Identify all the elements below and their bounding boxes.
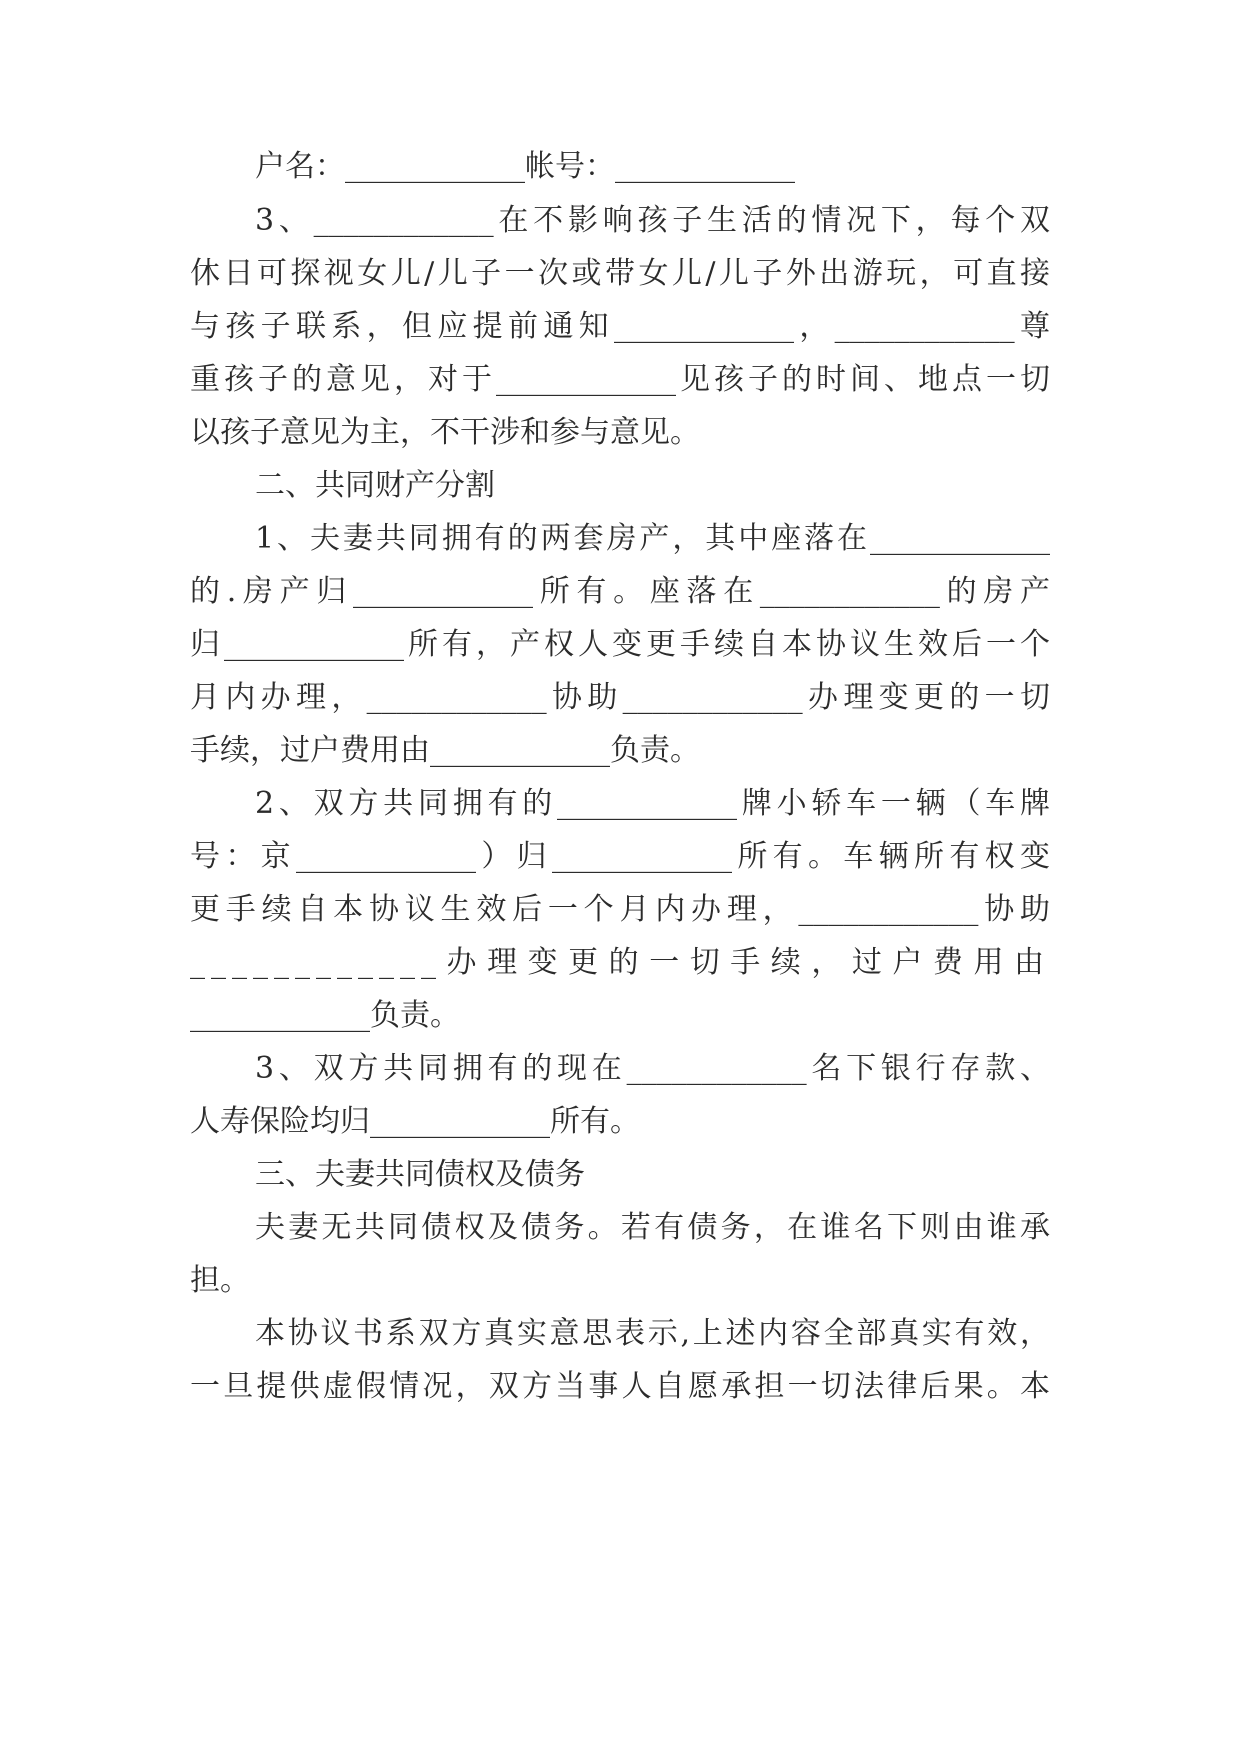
debt-clause-line: 夫妻无共同债权及债务。若有债务，在谁名下则由谁承 [255,1210,1050,1245]
property-clause-line: 的.房产归____________所有。座落在____________的房产 [190,574,1050,609]
section-heading-debts: 三、夫妻共同债权及债务 [255,1157,585,1192]
vehicle-clause-line: 号：京____________）归____________所有。车辆所有权变 [190,839,1050,874]
declaration-clause-line: 本协议书系双方真实意思表示,上述内容全部真实有效， [255,1316,1050,1351]
property-clause-line: 归____________所有，产权人变更手续自本协议生效后一个 [190,627,1050,662]
vehicle-clause-line: 更手续自本协议生效后一个月内办理，____________协助 [190,892,1050,927]
property-clause-line: 1、夫妻共同拥有的两套房产，其中座落在____________ [255,521,1050,556]
vehicle-clause-line: ____________负责。 [190,998,460,1033]
deposit-clause-line: 人寿保险均归____________所有。 [190,1104,640,1139]
property-clause-line: 手续，过户费用由____________负责。 [190,733,700,768]
property-clause-line: 月内办理，____________协助____________办理变更的一切 [190,680,1050,715]
deposit-clause-line: 3、双方共同拥有的现在____________名下银行存款、 [255,1051,1050,1086]
visitation-clause-line: 3、____________在不影响孩子生活的情况下，每个双 [255,203,1050,238]
visitation-clause-line: 与孩子联系，但应提前通知____________，____________尊 [190,309,1050,344]
debt-clause-line: 担。 [190,1263,250,1298]
visitation-clause-line: 休日可探视女儿/儿子一次或带女儿/儿子外出游玩，可直接 [190,256,1050,291]
section-heading-property: 二、共同财产分割 [255,468,495,503]
visitation-clause-line: 重孩子的意见，对于____________见孩子的时间、地点一切 [190,362,1050,397]
visitation-clause-line: 以孩子意见为主，不干涉和参与意见。 [190,415,700,450]
account-name-line: 户名：____________帐号：____________ [255,149,795,184]
vehicle-clause-line: ____________办理变更的一切手续，过户费用由 [190,945,1050,980]
declaration-clause-line: 一旦提供虚假情况，双方当事人自愿承担一切法律后果。本 [190,1369,1050,1404]
vehicle-clause-line: 2、双方共同拥有的____________牌小轿车一辆（车牌 [255,786,1050,821]
